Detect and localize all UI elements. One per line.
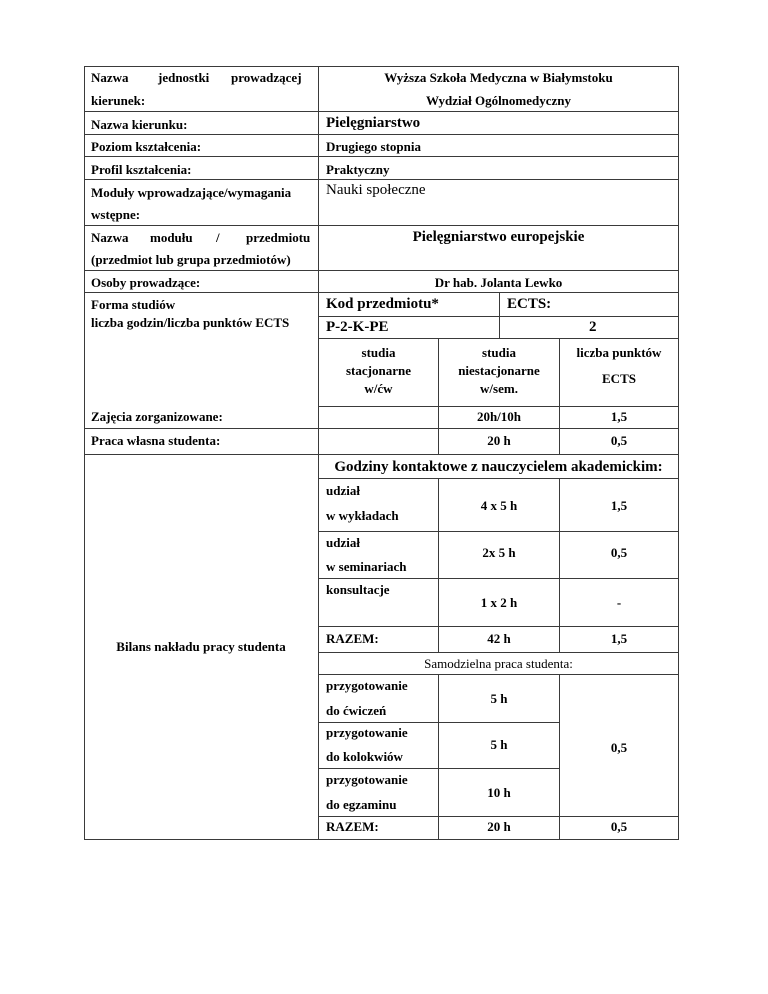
contact-total-label: RAZEM: (326, 631, 379, 646)
table-border-left (84, 66, 85, 840)
module-label-sub: (przedmiot lub grupa przedmiotów) (91, 252, 291, 267)
row-divider (318, 626, 679, 627)
classes-label: Zajęcia zorganizowane: (91, 409, 223, 424)
row-divider (318, 652, 679, 653)
module-value: Pielęgniarstwo europejskie (412, 229, 585, 245)
contact-total-ects: 1,5 (610, 631, 628, 646)
col-header-stationary: studia (361, 345, 396, 360)
row-divider (84, 225, 679, 226)
prereq-label: wstępne: (91, 207, 141, 222)
contact-total-hours: 42 h (487, 631, 511, 646)
form-label: liczba godzin/liczba punktów ECTS (91, 315, 290, 330)
contact-row-ects: 1,5 (610, 498, 628, 513)
contact-row-ects: 0,5 (610, 545, 628, 560)
row-divider (318, 816, 679, 817)
table-border-right (678, 66, 679, 840)
self-row-hours: 5 h (490, 691, 508, 706)
form-label: Forma studiów (91, 297, 176, 312)
row-divider (84, 179, 679, 180)
self-total-label: RAZEM: (326, 819, 379, 834)
self-total-ects: 0,5 (610, 819, 628, 834)
row-divider (84, 454, 679, 455)
table-border-bottom (84, 839, 679, 840)
contact-header: Godziny kontaktowe z nauczycielem akademickim: (334, 459, 663, 475)
contact-row-hours: 1 x 2 h (480, 595, 518, 610)
contact-row-ects: - (616, 595, 622, 610)
row-divider (318, 478, 679, 479)
row-divider (84, 428, 679, 429)
ects-label: ECTS: (507, 296, 552, 312)
level-value: Drugiego stopnia (326, 139, 421, 154)
row-divider (318, 768, 560, 769)
row-divider (84, 292, 679, 293)
self-row-label: do egzaminu (326, 797, 397, 812)
row-divider (318, 406, 679, 407)
self-study-ects: 0,5 (610, 740, 628, 755)
col-header-stationary: stacjonarne (346, 363, 411, 378)
contact-row-hours: 2x 5 h (482, 545, 516, 560)
prereq-value: Nauki społeczne (326, 182, 426, 198)
unit-label-word: Nazwa (91, 70, 129, 85)
code-value: P-2-K-PE (326, 319, 389, 335)
contact-row-label: udział (326, 483, 360, 498)
module-label-word: modułu (150, 230, 193, 245)
self-row-label: przygotowanie (326, 678, 408, 693)
self-row-label: do ćwiczeń (326, 703, 387, 718)
col-header-ects: ECTS (602, 371, 636, 386)
persons-value: Dr hab. Jolanta Lewko (434, 275, 563, 290)
code-label: Kod przedmiotu* (326, 296, 439, 312)
school-name: Wyższa Szkoła Medyczna w Białymstoku (384, 70, 613, 85)
col-header-ects: liczba punktów (576, 345, 662, 360)
row-divider (318, 578, 679, 579)
contact-row-label: w seminariach (326, 559, 407, 574)
contact-row-label: udział (326, 535, 360, 550)
col-header-nonstationary: niestacjonarne (458, 363, 540, 378)
self-work-ects: 0,5 (610, 433, 628, 448)
unit-label-word: prowadzącej (231, 70, 302, 85)
department-name: Wydział Ogólnomedyczny (425, 93, 572, 108)
self-work-label: Praca własna studenta: (91, 433, 221, 448)
module-label-word: / (216, 230, 220, 245)
column-divider-main (318, 66, 319, 840)
module-label-word: przedmiotu (246, 230, 311, 245)
contact-row-label: w wykładach (326, 508, 399, 523)
field-label: Nazwa kierunku: (91, 117, 188, 132)
self-row-label: do kolokwiów (326, 749, 403, 764)
classes-ects: 1,5 (610, 409, 628, 424)
level-label: Poziom kształcenia: (91, 139, 202, 154)
table-border-top (84, 66, 679, 67)
row-divider (84, 156, 679, 157)
row-divider (318, 722, 560, 723)
ects-value: 2 (589, 319, 597, 335)
self-study-header: Samodzielna praca studenta: (424, 656, 573, 671)
unit-label-word: kierunek: (91, 93, 146, 108)
classes-nonstationary: 20h/10h (476, 409, 522, 424)
prereq-label: Moduły wprowadzające/wymagania (91, 185, 292, 200)
row-divider (84, 111, 679, 112)
col-header-stationary: w/ćw (364, 381, 393, 396)
module-label-word: Nazwa (91, 230, 129, 245)
row-divider (318, 338, 679, 339)
unit-label-word: jednostki (158, 70, 210, 85)
balance-label: Bilans nakładu pracy studenta (116, 639, 286, 654)
contact-row-hours: 4 x 5 h (480, 498, 518, 513)
profile-value: Praktyczny (326, 162, 390, 177)
row-divider (318, 674, 679, 675)
row-divider (84, 270, 679, 271)
self-row-label: przygotowanie (326, 725, 408, 740)
col-header-nonstationary: studia (482, 345, 516, 360)
self-row-hours: 10 h (487, 785, 511, 800)
row-divider (318, 531, 679, 532)
persons-label: Osoby prowadzące: (91, 275, 201, 290)
row-divider (84, 134, 679, 135)
self-total-hours: 20 h (487, 819, 511, 834)
self-work-nonstationary: 20 h (487, 433, 511, 448)
field-value: Pielęgniarstwo (326, 115, 421, 131)
profile-label: Profil kształcenia: (91, 162, 192, 177)
self-row-hours: 5 h (490, 737, 508, 752)
contact-row-label: konsultacje (326, 582, 390, 597)
col-header-nonstationary: w/sem. (480, 381, 518, 396)
column-divider-code-ects (499, 292, 500, 338)
self-row-label: przygotowanie (326, 772, 408, 787)
